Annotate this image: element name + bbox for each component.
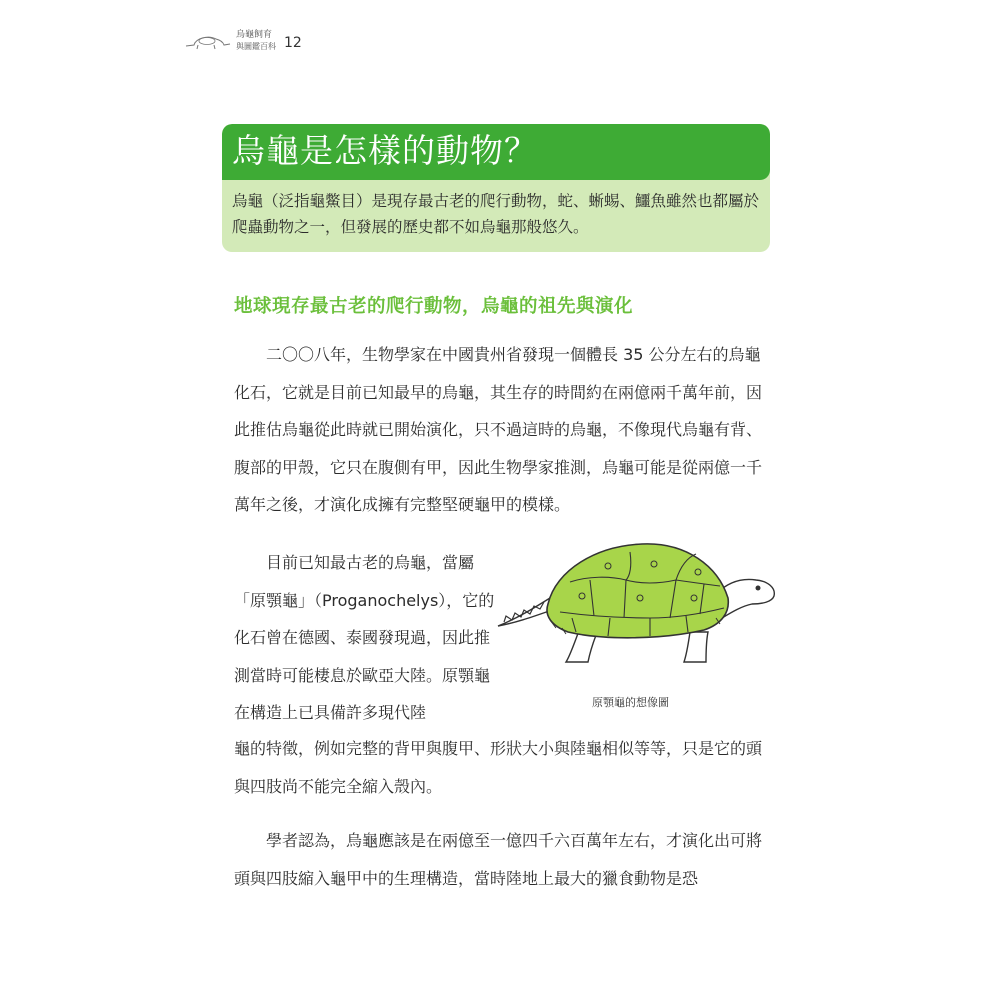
chapter-intro: 烏龜（泛指龜鱉目）是現存最古老的爬行動物，蛇、蜥蜴、鱷魚雖然也都屬於爬蟲動物之一，但發展的歷史都不如烏龜那般悠久。 xyxy=(232,192,760,236)
title-bar xyxy=(222,124,770,180)
proganochelys-illustration xyxy=(490,536,790,676)
body-paragraph-3: 龜的特徵，例如完整的背甲與腹甲、形狀大小與陸龜相似等等，只是它的頭與四肢尚不能完全縮入殼內。 xyxy=(234,739,763,796)
running-header xyxy=(184,30,324,60)
section-heading: 地球現存最古老的爬行動物，烏龜的祖先與演化 xyxy=(234,296,634,317)
chapter-title: 烏龜是怎樣的動物？ xyxy=(232,131,538,170)
chapter-title-box xyxy=(222,124,770,252)
body-paragraph-4: 學者認為，烏龜應該是在兩億至一億四千六百萬年左右，才演化出可將頭與四肢縮入龜甲中的生理構造，當時陸地上最大的獵食動物是恐 xyxy=(234,831,763,888)
book-title: 烏龜飼育 xyxy=(236,30,273,40)
body-paragraph-2: 目前已知最古老的烏龜，當屬「原顎龜」（Proganochelys），它的化石曾在德國、泰國發現過，因此推測當時可能棲息於歐亞大陸。原顎龜在構造上已具備許多現代陸 xyxy=(234,553,495,722)
book-subtitle: 與圖鑑百科 xyxy=(236,42,276,51)
page-number: 12 xyxy=(284,35,302,51)
body-paragraph-1: 二〇〇八年，生物學家在中國貴州省發現一個體長 35 公分左右的烏龜化石，它就是目前已知最早的烏龜，其生存的時間約在兩億兩千萬年前，因此推估烏龜從此時就已開始演化，只不過這時的烏龜，不像現代烏龜有背、腹部的甲殼，它只在腹側有甲，因此生物學家推測，烏龜可能是從兩億一千萬年之後，才演化成擁有完整堅硬龜甲的模樣。 xyxy=(234,345,763,514)
figure-caption: 原顎龜的想像圖 xyxy=(592,696,669,709)
turtle-logo-icon xyxy=(184,34,232,52)
